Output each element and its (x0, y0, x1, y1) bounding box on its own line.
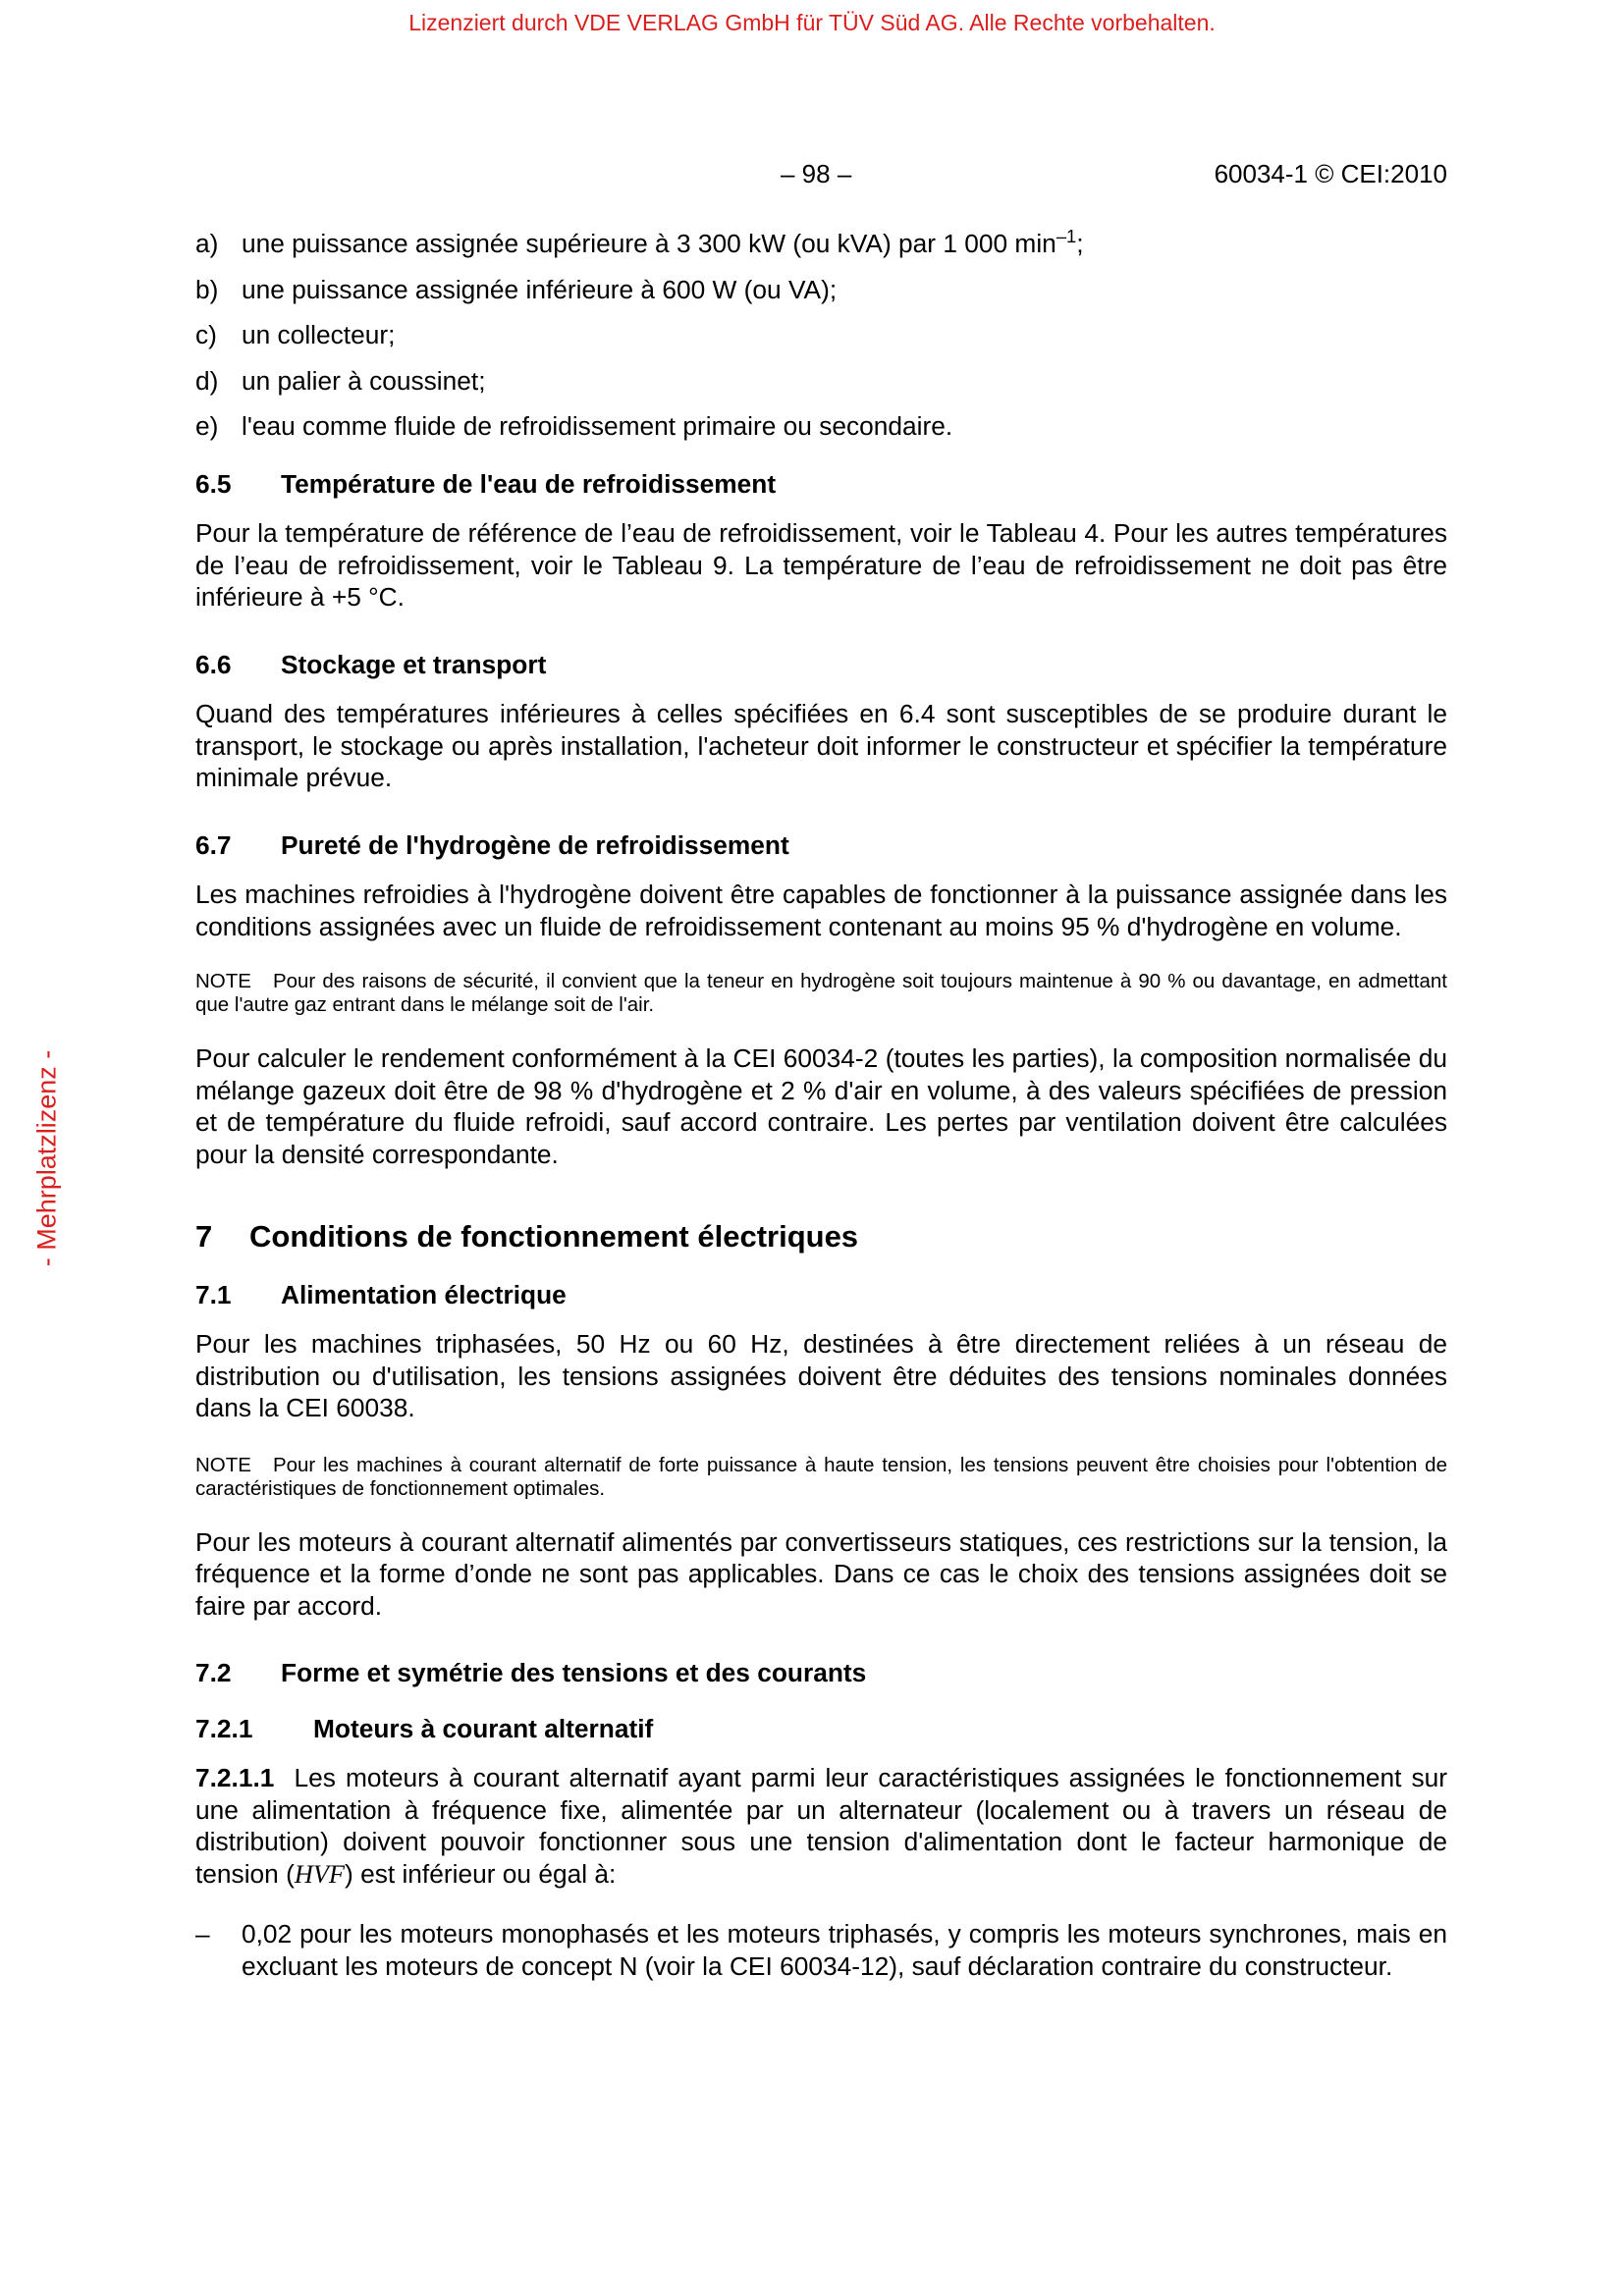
paragraph: Pour les machines triphasées, 50 Hz ou 60 Hz, destinées à être directement reliées à un réseau de distribution ou d'utilisation, les tensions assignées doivent être déduites des tensions nominales données dans la CEI 60038. (195, 1329, 1447, 1422)
list-label: e) (195, 411, 219, 441)
list-item (195, 274, 1447, 306)
note-label: NOTE (195, 970, 251, 992)
paragraph: Pour la température de référence de l’eau de refroidissement, voir le Tableau 4. Pour les autres températures de l’eau de refroidissement, voir le Tableau 9. La température de l’eau de refroidissement ne doit pas être inférieure à +5 °C. (195, 518, 1447, 612)
hvf-symbol: HVF (294, 1859, 345, 1889)
license-banner: Lizenziert durch VDE VERLAG GmbH für TÜV Süd AG. Alle Rechte vorbehalten. (408, 10, 1216, 35)
list-label: b) (195, 274, 219, 304)
list-text: une puissance assignée supérieure à 3 300 kW (ou kVA) par 1 000 $\min^{-1}$; (242, 226, 1084, 258)
list-label: d) (195, 365, 219, 396)
document-body (195, 228, 1447, 1982)
side-license-label: - Mehrplatzlizenz - (31, 1049, 62, 1267)
list-text: une puissance assignée inférieure à 600 W (ou VA); (242, 274, 838, 304)
heading-7: 7 Conditions de fonctionnement électriques (195, 1219, 859, 1254)
list-label: a) (195, 229, 219, 258)
paragraph-7-2-1-1: 7.2.1.1 Les moteurs à courant alternatif ayant parmi leur caractéristiques assignées le fonctionnement sur une alimentation à fréquence fixe, alimentée par un alternateur (localement ou à travers un réseau de distribution) doivent pouvoir fonctionner sous une tension d'alimentation dont le facteur harmonique de tension (HVF) est inférieur ou égal à: (195, 1763, 1448, 1889)
list-item (195, 228, 1447, 260)
heading-7-1: 7.1 Alimentation électrique (195, 1279, 567, 1309)
standard-reference: 60034-1 © CEI:2010 (1214, 159, 1447, 188)
note-text: Pour des raisons de sécurité, il convient que la teneur en hydrogène soit toujours maintenue à 90 % ou davantage, en admettant que l'autre gaz entrant dans le mélange soit de l'air. (195, 970, 1447, 1016)
superscript: –1 (1056, 226, 1077, 247)
note (195, 1454, 1447, 1501)
paragraph: Pour les moteurs à courant alternatif alimentés par convertisseurs statiques, ces restrictions sur la tension, la fréquence et la forme d’onde ne sont pas applicables. Dans ce cas le choix des tensions assignées doit se faire par accord. (195, 1526, 1447, 1621)
note (195, 970, 1447, 1017)
list-text: un palier à coussinet; (242, 365, 486, 396)
heading-6-5: 6.5 Température de l'eau de refroidissement (195, 468, 777, 499)
heading-7-2: 7.2 Forme et symétrie des tensions et des courants (195, 1658, 867, 1687)
list-item (195, 365, 1447, 398)
note-label: NOTE (195, 1453, 251, 1476)
heading-7-2-1: 7.2.1 Moteurs à courant alternatif (195, 1713, 654, 1743)
page-number: – 98 – (781, 159, 852, 188)
clause-number: 7.2.1.1 (195, 1763, 275, 1792)
paragraph: Les machines refroidies à l'hydrogène doivent être capables de fonctionner à la puissance assignée dans les conditions assignées avec un fluide de refroidissement contenant au moins 95 % d'hydrogène en volume. (195, 880, 1447, 941)
list-label: c) (195, 320, 217, 349)
list-item (195, 410, 1447, 443)
dash-text: 0,02 pour les moteurs monophasés et les moteurs triphasés, y compris les moteurs synchrones, mais en excluant les moteurs de concept N (voir la CEI 60034-12), sauf déclaration contraire du constructeur. (242, 1919, 1447, 1981)
heading-6-6: 6.6 Stockage et transport (195, 649, 547, 679)
heading-6-7: 6.7 Pureté de l'hydrogène de refroidissement (195, 829, 789, 860)
paragraph: Quand des températures inférieures à celles spécifiées en 6.4 sont susceptibles de se produire durant le transport, le stockage ou après installation, l'acheteur doit informer le constructeur et spécifier la température minimale prévue. (195, 699, 1447, 792)
list-text: l'eau comme fluide de refroidissement primaire ou secondaire. (242, 411, 953, 441)
list-item (195, 319, 1447, 351)
dash-mark: – (195, 1919, 210, 1949)
list-text: un collecteur; (242, 320, 396, 349)
paragraph: Pour calculer le rendement conformément à la CEI 60034-2 (toutes les parties), la composition normalisée du mélange gazeux doit être de 98 % d'hydrogène et 2 % d'air en volume, à des valeurs spécifiées de pression et de température du fluide refroidi, sauf accord contraire. Les pertes par ventilation doivent être calculées pour la densité correspondante. (195, 1043, 1447, 1169)
dash-item (195, 1918, 1447, 1982)
note-text: Pour les machines à courant alternatif de forte puissance à haute tension, les tensions peuvent être choisies pour l'obtention de caractéristiques de fonctionnement optimales. (195, 1453, 1447, 1500)
